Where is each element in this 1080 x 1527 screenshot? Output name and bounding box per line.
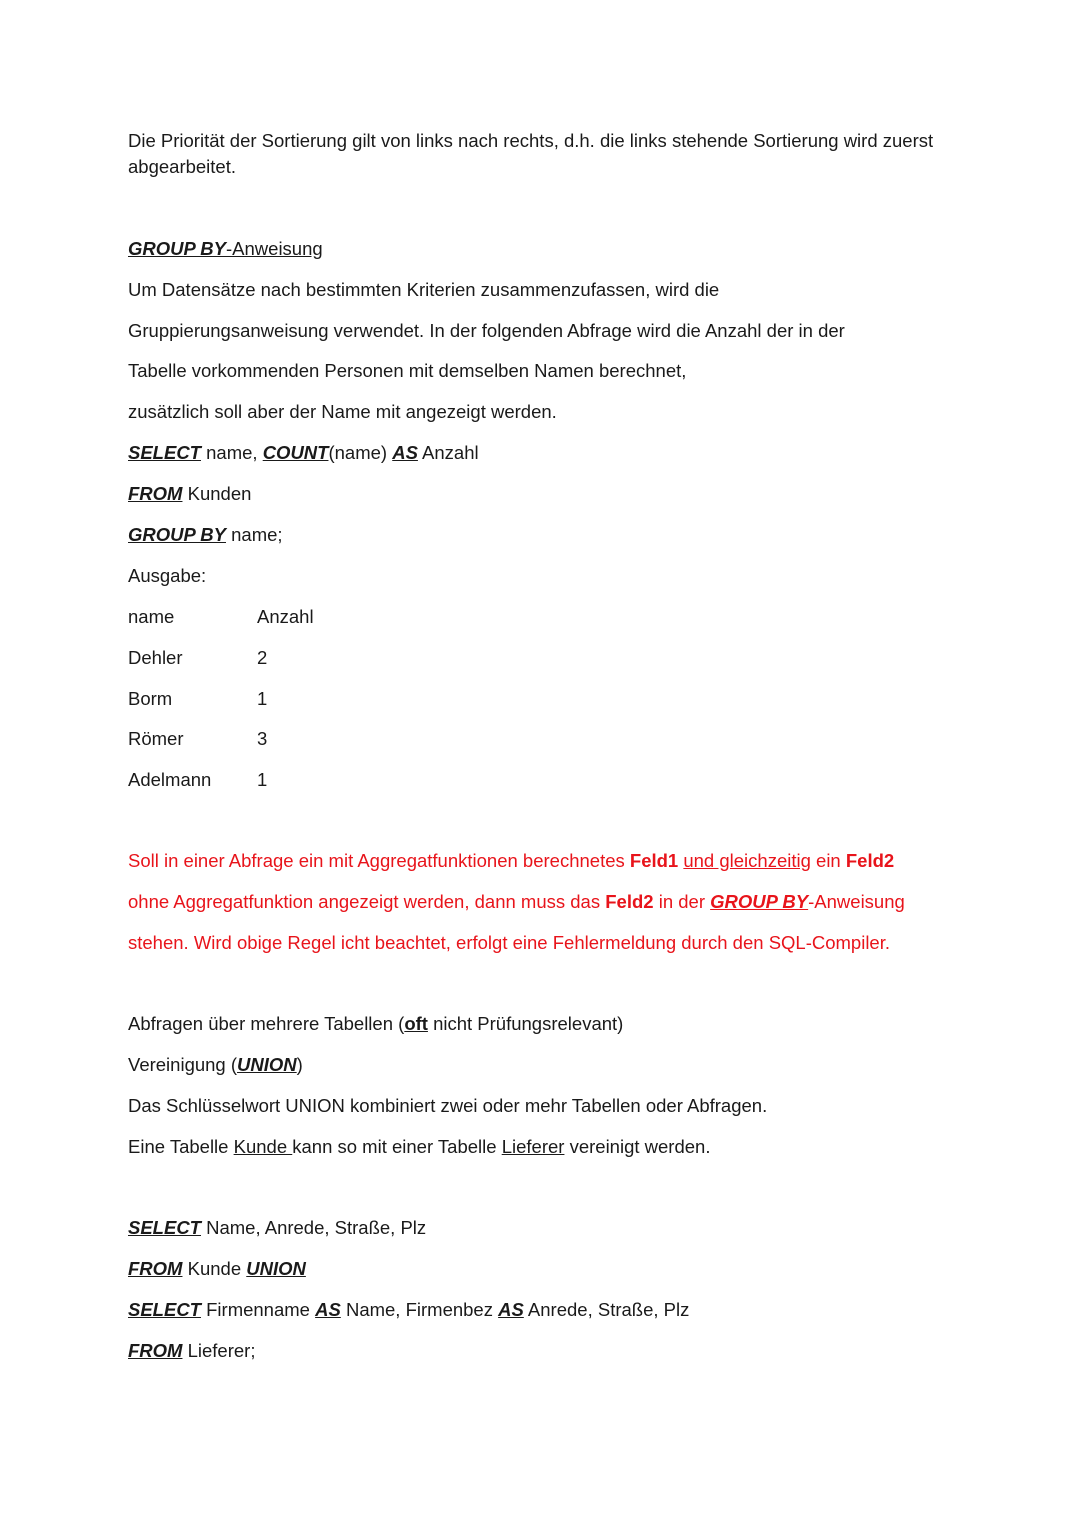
kunde-term: Kunde <box>233 1136 293 1157</box>
from-keyword: FROM <box>128 1258 183 1279</box>
rule-text: ein <box>810 850 846 871</box>
group-by-paragraph-line-2: Gruppierungsanweisung verwendet. In der folgenden Abfrage wird die Anzahl der in der <box>128 320 845 341</box>
as-keyword: AS <box>392 442 418 463</box>
table-cell-name: Dehler <box>128 647 183 668</box>
rule-line-3: stehen. Wird obige Regel icht beachtet, erfolgt eine Fehlermeldung durch den SQL-Compiler. <box>128 932 891 953</box>
union-section-title <box>128 1011 623 1037</box>
as-keyword: AS <box>498 1299 524 1320</box>
table-cell-anzahl: 1 <box>257 688 268 709</box>
query-text: Name, Anrede, Straße, Plz <box>200 1217 427 1238</box>
rule-line-2 <box>128 889 905 915</box>
field2-term: Feld2 <box>845 850 895 871</box>
query-text: Kunde <box>182 1258 247 1279</box>
table-header-anzahl: Anzahl <box>257 606 314 627</box>
rule-text: in der <box>653 891 711 912</box>
from-keyword: FROM <box>128 1340 183 1361</box>
table-cell-anzahl: 2 <box>257 647 268 668</box>
as-keyword: AS <box>315 1299 341 1320</box>
paragraph-text: Eine Tabelle <box>128 1136 234 1157</box>
query-group-by-line <box>128 522 283 548</box>
union-query-line-1 <box>128 1215 426 1241</box>
paragraph-text: vereinigt werden. <box>564 1136 711 1157</box>
rule-text: Soll in einer Abfrage ein mit Aggregatfunktionen berechnetes <box>128 850 630 871</box>
from-text: Kunden <box>182 483 252 504</box>
group-by-paragraph-line-4: zusätzlich soll aber der Name mit angezeigt werden. <box>128 401 557 422</box>
select-keyword: SELECT <box>128 442 201 463</box>
select-keyword: SELECT <box>128 1217 201 1238</box>
paragraph-text: kann so mit einer Tabelle <box>292 1136 502 1157</box>
query-from-line <box>128 481 251 507</box>
select-text-b: (name) <box>328 442 393 463</box>
table-cell-name: Römer <box>128 728 184 749</box>
union-keyword: UNION <box>246 1258 306 1279</box>
group-by-text: name; <box>226 524 283 545</box>
select-text-a: name, <box>200 442 263 463</box>
union-keyword: UNION <box>237 1054 297 1075</box>
oft-term: oft <box>404 1013 428 1034</box>
group-by-keyword: GROUP BY <box>710 891 809 912</box>
rule-text: ohne Aggregatfunktion angezeigt werden, dann muss das <box>128 891 606 912</box>
union-paragraph-2 <box>128 1134 710 1160</box>
union-query-line-3 <box>128 1297 689 1323</box>
count-keyword: COUNT <box>262 442 329 463</box>
rule-text: -Anweisung <box>808 891 905 912</box>
group-by-heading <box>128 236 323 262</box>
intro-line-1: Die Priorität der Sortierung gilt von links nach rechts, d.h. die links stehende Sortierung wird zuerst <box>128 130 934 151</box>
simultaneously-term: und gleichzeitig <box>683 850 811 871</box>
union-query-line-4 <box>128 1338 255 1364</box>
subtitle-text: Vereinigung ( <box>128 1054 238 1075</box>
query-text: Name, Firmenbez <box>340 1299 499 1320</box>
group-by-keyword: GROUP BY <box>128 524 226 545</box>
select-text-c: Anzahl <box>417 442 479 463</box>
group-by-keyword: GROUP BY <box>128 238 226 259</box>
table-header-name: name <box>128 606 175 627</box>
table-cell-anzahl: 3 <box>257 728 268 749</box>
group-by-paragraph-line-3: Tabelle vorkommenden Personen mit demselben Namen berechnet, <box>128 360 687 381</box>
table-cell-name: Adelmann <box>128 769 212 790</box>
table-cell-anzahl: 1 <box>257 769 268 790</box>
title-text: nicht Prüfungsrelevant) <box>427 1013 624 1034</box>
output-label: Ausgabe: <box>128 565 207 586</box>
query-select-line <box>128 440 479 466</box>
field1-term: Feld1 <box>629 850 679 871</box>
query-text: Lieferer; <box>182 1340 256 1361</box>
union-subtitle <box>128 1052 303 1078</box>
lieferer-term: Lieferer <box>501 1136 565 1157</box>
query-text: Anrede, Straße, Plz <box>523 1299 690 1320</box>
query-text: Firmenname <box>200 1299 316 1320</box>
select-keyword: SELECT <box>128 1299 201 1320</box>
group-by-heading-suffix: -Anweisung <box>226 238 323 259</box>
subtitle-text: ) <box>296 1054 303 1075</box>
from-keyword: FROM <box>128 483 183 504</box>
union-paragraph-1: Das Schlüsselwort UNION kombiniert zwei oder mehr Tabellen oder Abfragen. <box>128 1095 768 1116</box>
group-by-paragraph-line-1: Um Datensätze nach bestimmten Kriterien zusammenzufassen, wird die <box>128 279 720 300</box>
title-text: Abfragen über mehrere Tabellen ( <box>128 1013 405 1034</box>
intro-line-2: abgearbeitet. <box>128 156 237 177</box>
rule-line-1 <box>128 848 894 874</box>
field2-term: Feld2 <box>605 891 654 912</box>
table-cell-name: Borm <box>128 688 173 709</box>
union-query-line-2 <box>128 1256 306 1282</box>
